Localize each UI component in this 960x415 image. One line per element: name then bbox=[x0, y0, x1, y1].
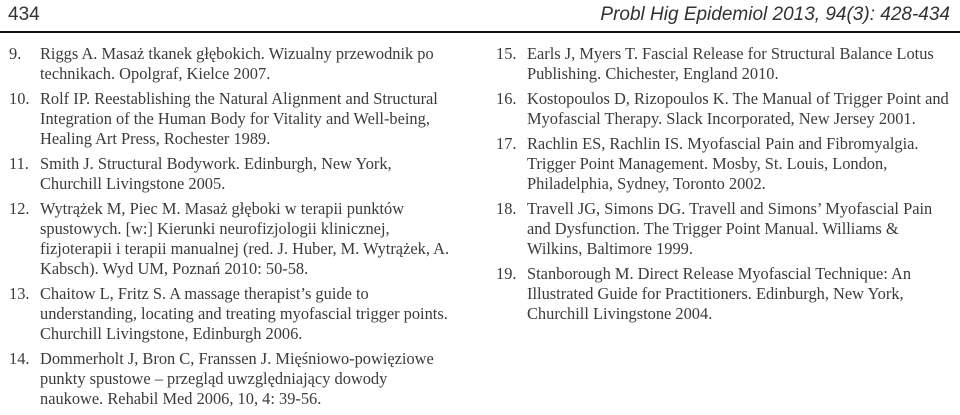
reference-number: 10. bbox=[9, 89, 30, 108]
journal-reference: Probl Hig Epidemiol 2013, 94(3): 428-434 bbox=[600, 4, 950, 25]
reference-item bbox=[9, 199, 451, 279]
reference-number: 14. bbox=[9, 349, 30, 368]
reference-number: 12. bbox=[9, 199, 30, 218]
reference-item bbox=[9, 89, 451, 149]
reference-item bbox=[496, 199, 956, 259]
reference-item bbox=[496, 134, 956, 194]
references-left-column bbox=[9, 44, 451, 414]
reference-item bbox=[9, 349, 451, 409]
reference-number: 16. bbox=[496, 89, 517, 108]
reference-item bbox=[9, 284, 451, 344]
reference-text: Rolf IP. Reestablishing the Natural Alignment and Structural Integration of the Human Body for Vitality and Well-being, Healing Art Press, Rochester 1989. bbox=[40, 89, 438, 148]
reference-number: 9. bbox=[9, 44, 22, 63]
reference-number: 11. bbox=[9, 154, 29, 173]
reference-item bbox=[496, 89, 956, 129]
reference-text: Travell JG, Simons DG. Travell and Simons’ Myofascial Pain and Dysfunction. The Trigger Point Manual. Williams & Wilkins, Baltimore 1999. bbox=[527, 199, 933, 258]
reference-number: 19. bbox=[496, 264, 517, 283]
reference-number: 13. bbox=[9, 284, 30, 303]
reference-item bbox=[496, 44, 956, 84]
reference-text: Dommerholt J, Bron C, Franssen J. Mięśniowo-powięziowe punkty spustowe – przegląd uwzględniający dowody naukowe. Rehabil Med 2006, 10, 4: 39-56. bbox=[40, 349, 434, 408]
reference-text: Kostopoulos D, Rizopoulos K. The Manual of Trigger Point and Myofascial Therapy. Slack Incorporated, New Jersey 2001. bbox=[527, 89, 949, 128]
references-right-column bbox=[496, 44, 956, 329]
reference-number: 17. bbox=[496, 134, 517, 153]
reference-text: Earls J, Myers T. Fascial Release for Structural Balance Lotus Publishing. Chichester, England 2010. bbox=[527, 44, 934, 83]
reference-item bbox=[496, 264, 956, 324]
page-number: 434 bbox=[8, 4, 40, 25]
reference-text: Rachlin ES, Rachlin IS. Myofascial Pain and Fibromyalgia. Trigger Point Management. Mosby, St. Louis, London, Philadelphia, Sydney, Toronto 2002. bbox=[527, 134, 919, 193]
reference-text: Chaitow L, Fritz S. A massage therapist’s guide to understanding, locating and treating myofascial trigger points. Churchill Livingstone, Edinburgh 2006. bbox=[40, 284, 448, 343]
reference-text: Stanborough M. Direct Release Myofascial Technique: An Illustrated Guide for Practitioners. Edinburgh, New York, Churchill Livingstone 2004. bbox=[527, 264, 912, 323]
reference-item bbox=[9, 44, 451, 84]
header-rule bbox=[0, 31, 960, 33]
reference-item bbox=[9, 154, 451, 194]
reference-text: Smith J. Structural Bodywork. Edinburgh, New York, Churchill Livingstone 2005. bbox=[40, 154, 392, 193]
reference-number: 18. bbox=[496, 199, 517, 218]
reference-number: 15. bbox=[496, 44, 517, 63]
reference-text: Wytrążek M, Piec M. Masaż głęboki w terapii punktów spustowych. [w:] Kierunki neurofizjologii klinicznej, fizjoterapii i terapii manualnej (red. J. Huber, M. Wytrążek, A. Kabsch). Wyd UM, Poznań 2010: 50-58. bbox=[40, 199, 450, 278]
reference-text: Riggs A. Masaż tkanek głębokich. Wizualny przewodnik po technikach. Opolgraf, Kielce 2007. bbox=[40, 44, 434, 83]
